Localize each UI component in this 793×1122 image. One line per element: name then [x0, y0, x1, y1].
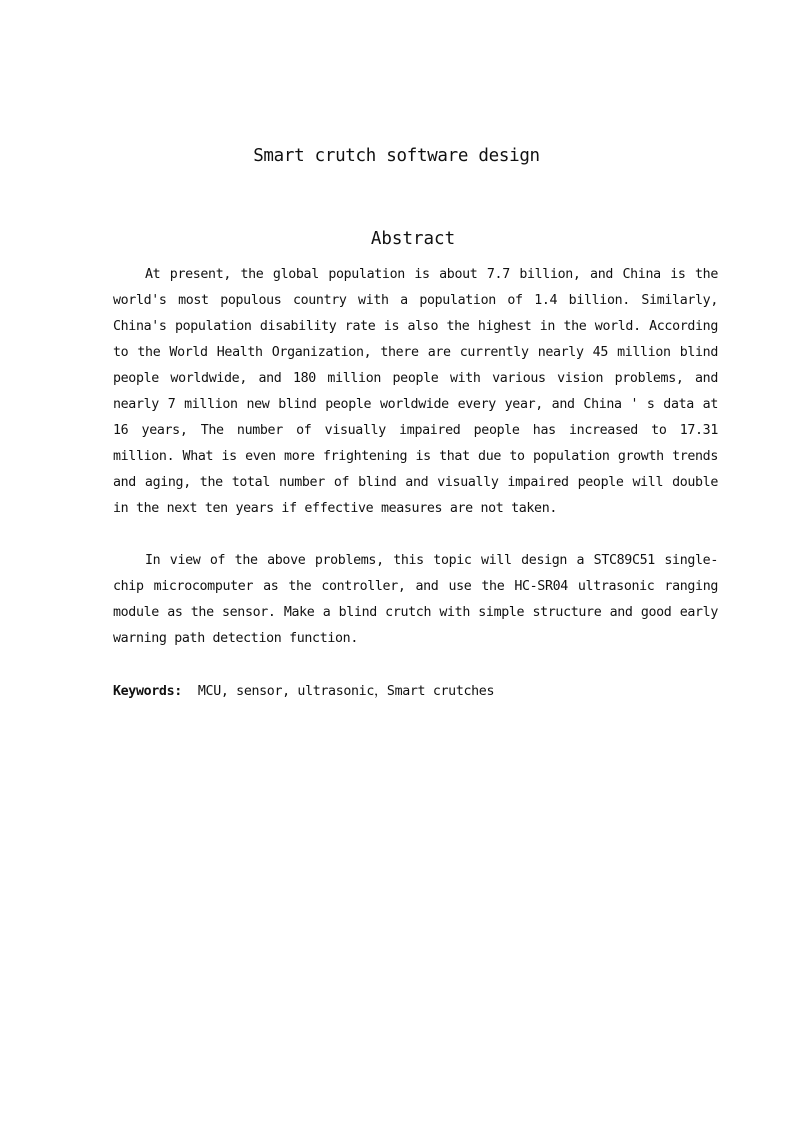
abstract-heading: Abstract [370, 229, 456, 249]
keywords-label: Keywords: [113, 684, 182, 699]
abstract-paragraph-2: In view of the above problems, this topic will design a STC89C51 single-chip microcomputer as the controller, and use the HC-SR04 ultrasonic ranging module as the sensor. Make a blind crutch with simple structure and good early warning path detection function. [113, 553, 718, 646]
document-title: Smart crutch software design [253, 146, 540, 166]
abstract-paragraph-1: At present, the global population is about 7.7 billion, and China is the world's most populous country with a population of 1.4 billion. Similarly, China's population disability rate is also the highest in the world. According to the World Health Organization, there are currently nearly 45 million blind people worldwide, and 180 million people with various vision problems, and nearly 7 million new blind people worldwide every year, and China ' s data at 16 years, The number of visually impaired people has increased to 17.31 million. What is even more frightening is that due to population growth trends and aging, the total number of blind and visually impaired people will double in the next ten years if effective measures are not taken. [113, 267, 718, 516]
keywords-value: MCU, sensor, ultrasonic，Smart crutches [197, 684, 495, 699]
keywords-line [113, 679, 718, 705]
